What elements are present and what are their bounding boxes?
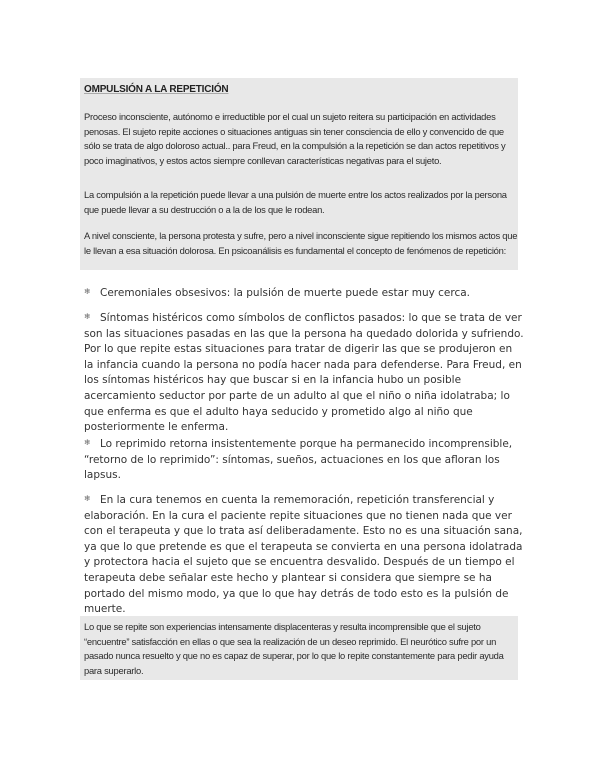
bullet-text: Ceremoniales obsesivos: la pulsión de muerte puede estar muy cerca. xyxy=(100,287,471,299)
bullet-item xyxy=(84,491,524,618)
snowflake-bullet-icon: ❄ xyxy=(84,312,91,321)
snowflake-bullet-icon: ❄ xyxy=(84,438,91,447)
bullet-item xyxy=(84,284,524,302)
bullet-text: Lo reprimido retorna insistentemente porque ha permanecido incomprensible, “retorno de lo reprimido”: síntomas, sueños, actuaciones en los que afloran los lapsus. xyxy=(84,438,513,482)
intro-paragraph: Proceso inconsciente, autónomo e irreductible por el cual un sujeto reitera su participación en actividades penosas. El sujeto repite acciones o situaciones antiguas sin tener consciencia de ello y convencido de que sólo se trata de algo doloroso actual.. para Freud, en la compulsión a la repetición se dan actos repetitivos y poco imaginativos, y estos actos siempre conllevan características negativas para el sujeto. xyxy=(84,111,506,166)
intro-paragraph: La compulsión a la repetición puede llevar a una pulsión de muerte entre los actos realizados por la persona que puede llevar a su destrucción o a la de los que le rodean. xyxy=(84,189,507,215)
bullet-item xyxy=(84,435,524,484)
bullet-text: Síntomas histéricos como símbolos de conflictos pasados: lo que se trata de ver son las situaciones pasadas en las que la persona ha quedado dolorida y sufriendo. Por lo que repite estas situaciones para tratar de digerir las que se produjeron en la infancia cuando la persona no podía hacer nada para defenderse. Para Freud, en los síntomas histéricos hay que buscar si en la infancia hubo un posible acercamiento seductor por parte de un adulto al que el niño o niña idolatraba; lo que enferma es que el adulto haya seducido y prometido algo al niño que posteriormente le enferma. xyxy=(84,312,524,434)
document-title: OMPULSIÓN A LA REPETICIÓN xyxy=(84,84,229,95)
bullet-item xyxy=(84,309,524,436)
snowflake-bullet-icon: ❄ xyxy=(84,494,91,503)
intro-paragraph: A nivel consciente, la persona protesta y sufre, pero a nivel inconsciente sigue repitiendo los mismos actos que le llevan a esa situación dolorosa. En psicoanálisis es fundamental el concepto de fenómenos de repetición: xyxy=(84,230,518,256)
bullet-text: En la cura tenemos en cuenta la rememoración, repetición transferencial y elaboración. En la cura el paciente repite situaciones que no tienen nada que ver con el terapeuta y que lo trata así deliberadamente. Esto no es una situación sana, ya que lo que pretende es que el terapeuta se convierta en una persona idolatrada y protectora hacia el sujeto que se encuentra desvalido. Después de un tiempo el terapeuta debe señalar este hecho y plantear si considera que siempre se ha portado del mismo modo, ya que lo que hay detrás de todo esto es la pulsión de muerte. xyxy=(84,494,523,616)
snowflake-bullet-icon: ❄ xyxy=(84,287,91,296)
closing-paragraph: Lo que se repite son experiencias intensamente displacenteras y resulta incomprensible que el sujeto “encuentre” satisfacción en ellas o que sea la realización de un deseo reprimido. El neurótico sufre por un pasado nunca resuelto y que no es capaz de superar, por lo que lo repite constantemente para pedir ayuda para superarlo. xyxy=(84,621,504,676)
